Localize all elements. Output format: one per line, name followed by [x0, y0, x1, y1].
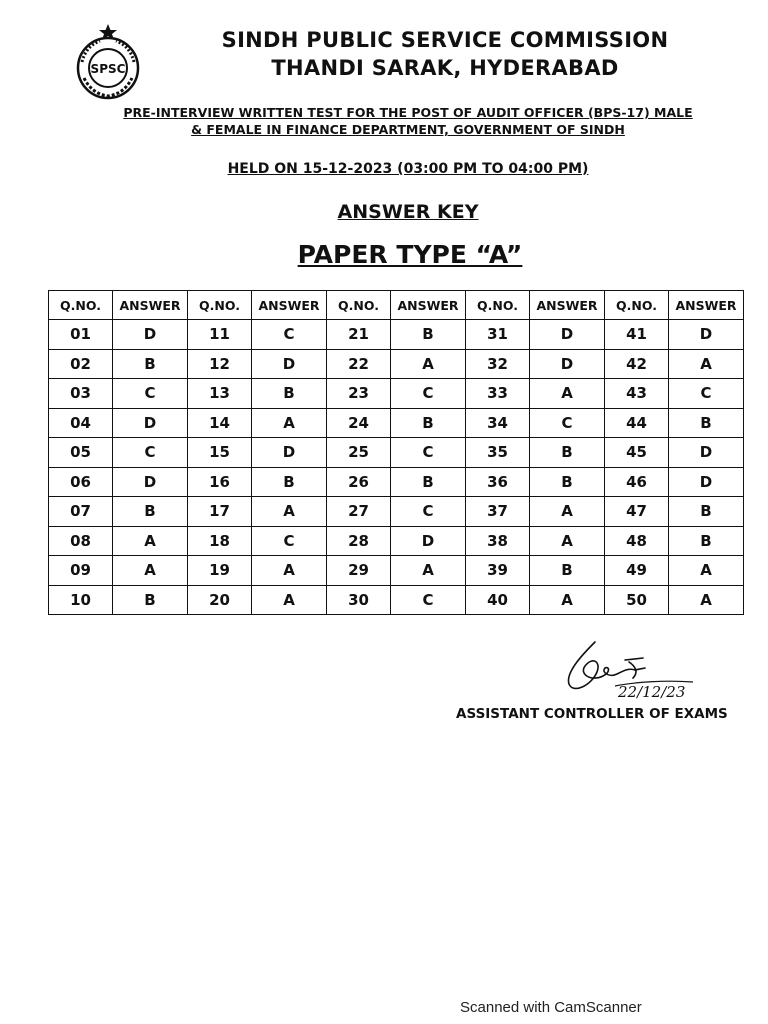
question-number-cell: 26 [327, 467, 391, 497]
test-description-line2: & FEMALE IN FINANCE DEPARTMENT, GOVERNMENT OF SINDH [191, 122, 625, 137]
answer-cell: A [252, 408, 327, 438]
column-header: Q.NO. [605, 291, 669, 320]
question-number-cell: 39 [466, 556, 530, 586]
column-header: Q.NO. [466, 291, 530, 320]
answer-cell: D [391, 526, 466, 556]
column-header: ANSWER [669, 291, 744, 320]
question-number-cell: 28 [327, 526, 391, 556]
answer-cell: A [391, 556, 466, 586]
answer-cell: C [252, 526, 327, 556]
question-number-cell: 29 [327, 556, 391, 586]
question-number-cell: 17 [188, 497, 252, 527]
answer-cell: A [113, 556, 188, 586]
question-number-cell: 31 [466, 320, 530, 350]
answer-cell: A [530, 585, 605, 615]
table-row [49, 379, 744, 409]
question-number-cell: 41 [605, 320, 669, 350]
answer-cell: D [669, 320, 744, 350]
question-number-cell: 37 [466, 497, 530, 527]
answer-cell: D [669, 438, 744, 468]
answer-cell: A [252, 556, 327, 586]
scanner-watermark: Scanned with CamScanner [460, 999, 642, 1016]
question-number-cell: 14 [188, 408, 252, 438]
question-number-cell: 11 [188, 320, 252, 350]
question-number-cell: 44 [605, 408, 669, 438]
question-number-cell: 45 [605, 438, 669, 468]
answer-cell: A [530, 379, 605, 409]
question-number-cell: 34 [466, 408, 530, 438]
question-number-cell: 48 [605, 526, 669, 556]
question-number-cell: 07 [49, 497, 113, 527]
column-header: Q.NO. [49, 291, 113, 320]
answer-cell: D [113, 467, 188, 497]
answer-cell: A [530, 497, 605, 527]
answer-cell: A [252, 497, 327, 527]
answer-cell: A [669, 556, 744, 586]
question-number-cell: 40 [466, 585, 530, 615]
answer-cell: D [113, 320, 188, 350]
question-number-cell: 32 [466, 349, 530, 379]
question-number-cell: 36 [466, 467, 530, 497]
answer-cell: D [669, 467, 744, 497]
answer-cell: D [252, 349, 327, 379]
answer-cell: B [669, 497, 744, 527]
question-number-cell: 19 [188, 556, 252, 586]
question-number-cell: 02 [49, 349, 113, 379]
question-number-cell: 12 [188, 349, 252, 379]
answer-cell: A [252, 585, 327, 615]
answer-cell: B [391, 408, 466, 438]
question-number-cell: 20 [188, 585, 252, 615]
answer-cell: A [113, 526, 188, 556]
answer-cell: C [391, 585, 466, 615]
organization-address: THANDI SARAK, HYDERABAD [271, 56, 619, 80]
question-number-cell: 47 [605, 497, 669, 527]
organization-name: SINDH PUBLIC SERVICE COMMISSION [221, 28, 669, 52]
table-row [49, 526, 744, 556]
held-date: HELD ON 15-12-2023 (03:00 PM TO 04:00 PM) [227, 161, 589, 177]
question-number-cell: 35 [466, 438, 530, 468]
question-number-cell: 33 [466, 379, 530, 409]
answer-cell: A [669, 349, 744, 379]
answer-cell: C [391, 438, 466, 468]
answer-cell: C [391, 379, 466, 409]
table-row [49, 349, 744, 379]
answer-cell: D [113, 408, 188, 438]
table-row [49, 320, 744, 350]
test-description-line1: PRE-INTERVIEW WRITTEN TEST FOR THE POST OF AUDIT OFFICER (BPS-17) MALE [123, 105, 693, 120]
answer-cell: C [113, 438, 188, 468]
column-header: Q.NO. [327, 291, 391, 320]
table-row [49, 556, 744, 586]
answer-cell: C [669, 379, 744, 409]
question-number-cell: 16 [188, 467, 252, 497]
question-number-cell: 13 [188, 379, 252, 409]
table-row [49, 438, 744, 468]
table-row [49, 585, 744, 615]
answer-cell: B [113, 349, 188, 379]
question-number-cell: 30 [327, 585, 391, 615]
question-number-cell: 03 [49, 379, 113, 409]
question-number-cell: 05 [49, 438, 113, 468]
question-number-cell: 50 [605, 585, 669, 615]
answer-cell: B [113, 497, 188, 527]
question-number-cell: 15 [188, 438, 252, 468]
table-row [49, 497, 744, 527]
answer-cell: C [391, 497, 466, 527]
answer-cell: D [252, 438, 327, 468]
question-number-cell: 04 [49, 408, 113, 438]
question-number-cell: 23 [327, 379, 391, 409]
question-number-cell: 24 [327, 408, 391, 438]
answer-cell: A [669, 585, 744, 615]
answer-key-title: ANSWER KEY [337, 201, 479, 223]
question-number-cell: 27 [327, 497, 391, 527]
table-row [49, 408, 744, 438]
answer-cell: A [530, 526, 605, 556]
table-row [49, 467, 744, 497]
question-number-cell: 18 [188, 526, 252, 556]
svg-text:SPSC: SPSC [90, 62, 126, 76]
answer-cell: C [113, 379, 188, 409]
answer-cell: B [113, 585, 188, 615]
question-number-cell: 08 [49, 526, 113, 556]
answer-cell: B [391, 320, 466, 350]
question-number-cell: 25 [327, 438, 391, 468]
question-number-cell: 46 [605, 467, 669, 497]
question-number-cell: 38 [466, 526, 530, 556]
answer-cell: B [252, 467, 327, 497]
table-header-row [49, 291, 744, 320]
question-number-cell: 22 [327, 349, 391, 379]
answer-cell: C [252, 320, 327, 350]
answer-cell: D [530, 349, 605, 379]
answer-cell: B [530, 438, 605, 468]
question-number-cell: 09 [49, 556, 113, 586]
answer-cell: B [669, 408, 744, 438]
question-number-cell: 01 [49, 320, 113, 350]
question-number-cell: 06 [49, 467, 113, 497]
column-header: ANSWER [530, 291, 605, 320]
answer-cell: B [669, 526, 744, 556]
question-number-cell: 42 [605, 349, 669, 379]
column-header: ANSWER [113, 291, 188, 320]
question-number-cell: 43 [605, 379, 669, 409]
paper-type-title: PAPER TYPE “A” [297, 240, 523, 269]
answer-cell: D [530, 320, 605, 350]
answer-cell: B [530, 556, 605, 586]
answer-cell: B [530, 467, 605, 497]
answer-cell: A [391, 349, 466, 379]
answer-key-table [48, 290, 744, 615]
column-header: ANSWER [252, 291, 327, 320]
column-header: Q.NO. [188, 291, 252, 320]
column-header: ANSWER [391, 291, 466, 320]
question-number-cell: 10 [49, 585, 113, 615]
signature-date: 22/12/23 [618, 683, 686, 701]
answer-cell: C [530, 408, 605, 438]
signatory-title: ASSISTANT CONTROLLER OF EXAMS [456, 706, 728, 722]
question-number-cell: 49 [605, 556, 669, 586]
answer-cell: B [391, 467, 466, 497]
answer-cell: B [252, 379, 327, 409]
question-number-cell: 21 [327, 320, 391, 350]
